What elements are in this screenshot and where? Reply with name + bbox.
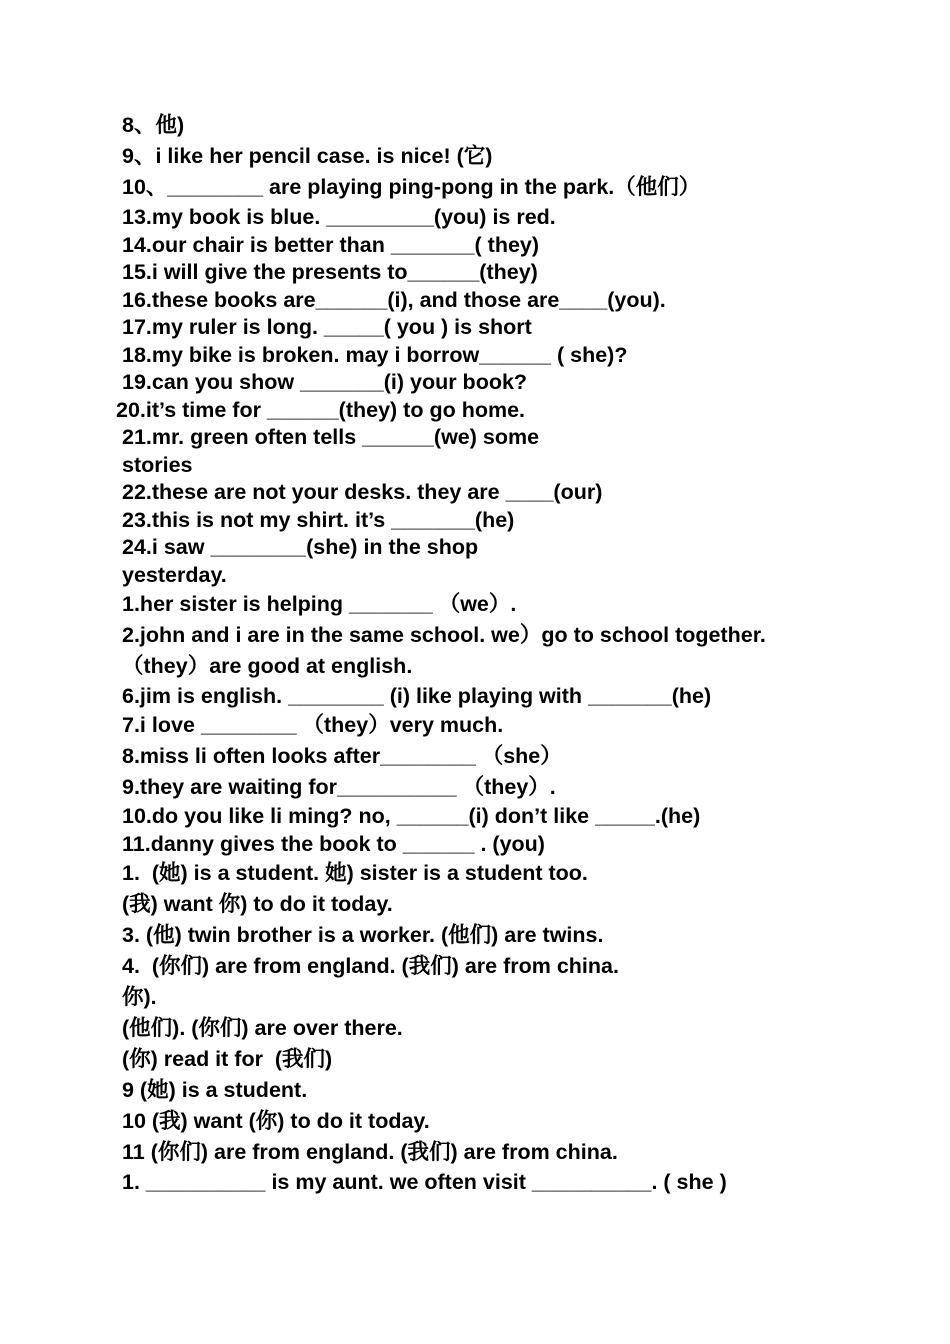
exercise-line: 22.these are not your desks. they are ____(our) [122, 480, 603, 504]
exercise-line: 10.do you like li ming? no, ______(i) don’t like _____.(he) [122, 804, 701, 828]
exercise-line: 1.her sister is helping _______ （we）. [122, 592, 517, 616]
exercise-line: 8.miss li often looks after________ （she） [122, 744, 562, 768]
exercise-line: 2.john and i are in the same school. we）go to school together. [122, 623, 766, 647]
exercise-line: （they）are good at english. [122, 654, 413, 678]
exercise-line: 18.my bike is broken. may i borrow______ ( she)? [122, 343, 628, 367]
exercise-line: 9.they are waiting for__________ （they）. [122, 775, 556, 799]
exercise-line: 14.our chair is better than _______( they) [122, 233, 540, 257]
exercise-line: 1. (她) is a student. 她) sister is a student too. [122, 861, 588, 885]
exercise-line: 3. (他) twin brother is a worker. (他们) are twins. [122, 923, 604, 947]
exercise-line: (你) read it for (我们) [122, 1047, 333, 1071]
exercise-line: 16.these books are______(i), and those are____(you). [122, 288, 666, 312]
exercise-line: yesterday. [122, 563, 227, 587]
exercise-line: 15.i will give the presents to______(they) [122, 260, 538, 284]
exercise-line: 11.danny gives the book to ______ . (you) [122, 832, 545, 856]
exercise-line: 8、他) [122, 113, 185, 137]
exercise-line: 13.my book is blue. _________(you) is red. [122, 205, 556, 229]
exercise-line: 4. (你们) are from england. (我们) are from china. [122, 954, 619, 978]
exercise-line: 1. __________ is my aunt. we often visit __________. ( she ) [122, 1170, 727, 1194]
exercise-line: 17.my ruler is long. _____( you ) is short [122, 315, 532, 339]
exercise-line: 19.can you show _______(i) your book? [122, 370, 528, 394]
exercise-line: 6.jim is english. ________ (i) like playing with _______(he) [122, 684, 712, 708]
exercise-line: stories [122, 453, 193, 477]
exercise-line: 10 (我) want (你) to do it today. [122, 1109, 430, 1133]
exercise-line: 7.i love ________ （they）very much. [122, 713, 504, 737]
exercise-line: 10、________ are playing ping-pong in the park.（他们） [122, 175, 701, 199]
exercise-line: 11 (你们) are from england. (我们) are from china. [122, 1140, 618, 1164]
exercise-line: 20.it’s time for ______(they) to go home. [116, 398, 526, 422]
exercise-line: (他们). (你们) are over there. [122, 1016, 403, 1040]
exercise-line: 21.mr. green often tells ______(we) some [122, 425, 540, 449]
exercise-line: 9、i like her pencil case. is nice! (它) [122, 144, 493, 168]
exercise-line: (我) want 你) to do it today. [122, 892, 393, 916]
exercise-line: 9 (她) is a student. [122, 1078, 308, 1102]
exercise-line: 23.this is not my shirt. it’s _______(he) [122, 508, 515, 532]
exercise-line: 你). [122, 985, 157, 1009]
exercise-line: 24.i saw ________(she) in the shop [122, 535, 479, 559]
